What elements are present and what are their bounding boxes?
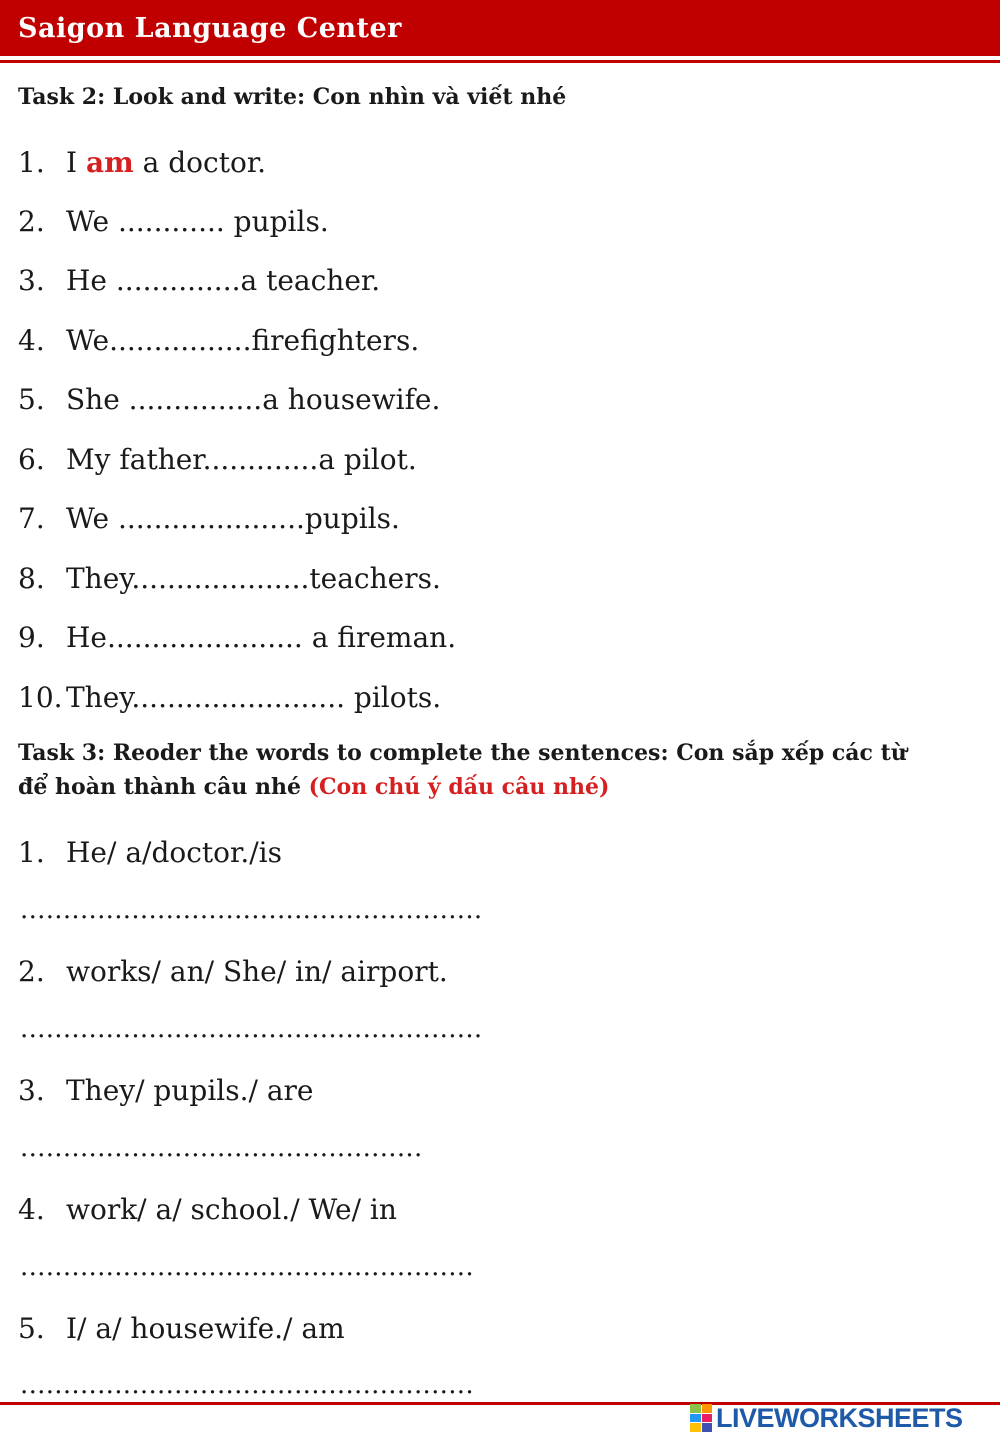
answer-line-1[interactable]: ...................................................... — [20, 895, 483, 925]
task3-item-5 — [18, 1312, 345, 1345]
item-number: 1. — [18, 836, 45, 869]
task3-heading-note: (Con chú ý dấu câu nhé) — [308, 774, 610, 800]
task2-item-3[interactable] — [18, 264, 380, 297]
task3-item-2 — [18, 955, 448, 988]
item-number: 7. — [18, 502, 45, 535]
answer-line-3[interactable]: ............................................... — [20, 1133, 423, 1163]
answer-line-5[interactable]: ..................................................... — [20, 1370, 474, 1400]
task2-item-1 — [18, 146, 266, 179]
item-number: 4. — [18, 1193, 45, 1226]
item-text: He ..............a teacher. — [66, 264, 381, 297]
task2-item-8[interactable] — [18, 562, 441, 595]
item-text: She ...............a housewife. — [66, 383, 441, 416]
item-text: We................firefighters. — [66, 324, 420, 357]
item-text: I/ a/ housewife./ am — [66, 1312, 345, 1345]
task2-item-10[interactable] — [18, 681, 441, 714]
task3-heading-line1: Task 3: Reoder the words to complete the sentences: Con sắp xếp các từ — [18, 740, 907, 766]
item-text: works/ an/ She/ in/ airport. — [66, 955, 448, 988]
header-divider — [0, 60, 1000, 63]
item-number: 5. — [18, 1312, 45, 1345]
task2-item-6[interactable] — [18, 443, 417, 476]
item-number: 9. — [18, 621, 45, 654]
header-bar — [0, 0, 1000, 56]
task3-item-1 — [18, 836, 282, 869]
task3-item-4 — [18, 1193, 397, 1226]
item-text: They/ pupils./ are — [66, 1074, 314, 1107]
task2-item-2[interactable] — [18, 205, 329, 238]
item-number: 8. — [18, 562, 45, 595]
answer-line-2[interactable]: ...................................................... — [20, 1014, 483, 1044]
liveworksheets-logo — [690, 1398, 990, 1438]
item-number: 1. — [18, 146, 45, 179]
item-number: 6. — [18, 443, 45, 476]
task2-item-4[interactable] — [18, 324, 419, 357]
task2-item-5[interactable] — [18, 383, 440, 416]
task3-heading-text: để hoàn thành câu nhé — [18, 774, 309, 800]
item-text: He...................... a fireman. — [66, 621, 457, 654]
item-number: 2. — [18, 205, 45, 238]
task3-item-3 — [18, 1074, 313, 1107]
item-text: They....................teachers. — [66, 562, 441, 595]
item-text: We ............ pupils. — [66, 205, 329, 238]
item-number: 3. — [18, 1074, 45, 1107]
task2-item-7[interactable] — [18, 502, 400, 535]
item-number: 10. — [18, 681, 63, 714]
item-number: 5. — [18, 383, 45, 416]
item-text: My father.............a pilot. — [66, 443, 417, 476]
item-text-before: I — [66, 146, 86, 179]
item-text: work/ a/ school./ We/ in — [66, 1193, 397, 1226]
task2-item-9[interactable] — [18, 621, 456, 654]
example-answer: am — [85, 146, 134, 179]
task3-heading-line2 — [18, 774, 609, 800]
item-text: He/ a/doctor./is — [66, 836, 282, 869]
task2-heading: Task 2: Look and write: Con nhìn và viết nhé — [18, 84, 567, 110]
answer-line-4[interactable]: ..................................................... — [20, 1252, 474, 1282]
item-number: 2. — [18, 955, 45, 988]
center-title: Saigon Language Center — [18, 13, 402, 44]
item-number: 3. — [18, 264, 45, 297]
item-text: They........................ pilots. — [66, 681, 442, 714]
item-text-after: a doctor. — [133, 146, 267, 179]
item-number: 4. — [18, 324, 45, 357]
logo-text: LIVEWORKSHEETS — [716, 1402, 963, 1433]
liveworksheets-logo-icon — [690, 1404, 712, 1432]
item-text: We .....................pupils. — [66, 502, 400, 535]
